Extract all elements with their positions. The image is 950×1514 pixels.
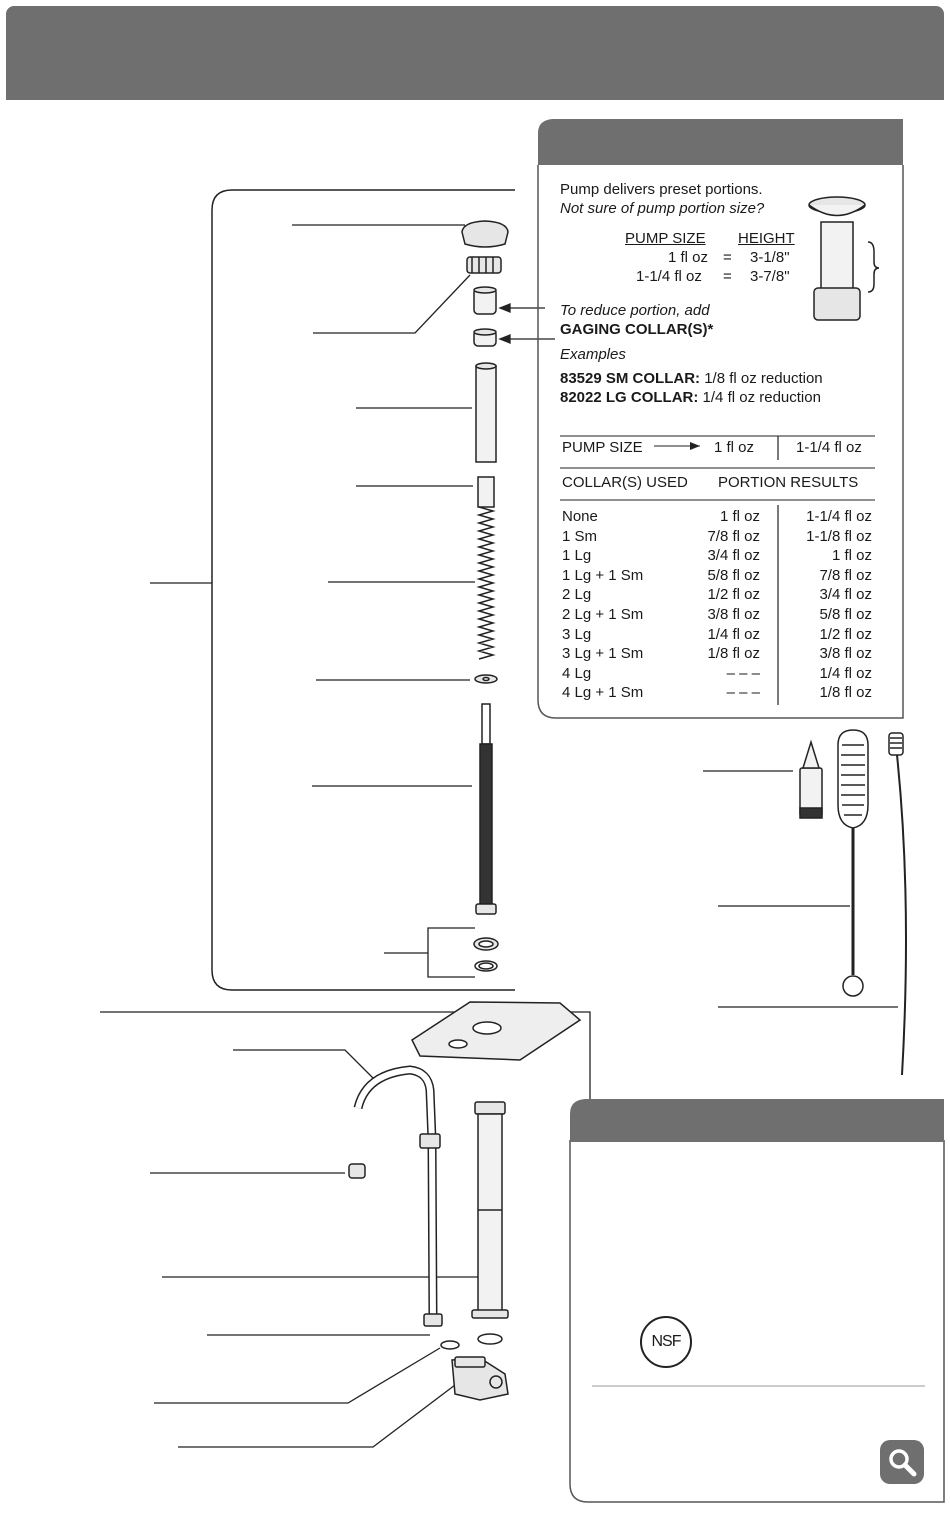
table-row [562, 585, 872, 605]
table-cell: 4 Lg + 1 Sm [562, 684, 644, 702]
height-header: HEIGHT [738, 230, 795, 247]
table-row [562, 625, 872, 645]
size-row-1-height: 3-1/8" [750, 249, 790, 266]
table-cell: 1/4 fl oz [707, 625, 760, 643]
gaging-collar-small [474, 287, 496, 314]
collar-arrows [500, 304, 555, 343]
table-size-2: 1-1/4 fl oz [796, 439, 862, 456]
table-cell: 3/4 fl oz [707, 547, 760, 565]
discharge-tube [358, 1070, 442, 1326]
cleaning-brush-small [889, 733, 906, 1075]
check-valve-seal [474, 938, 498, 950]
table-row [562, 566, 872, 586]
pump-size-illustration [809, 197, 879, 320]
table-row [562, 507, 872, 527]
table-cell: – – – [726, 684, 760, 702]
size-row-2-size: 1-1/4 fl oz [636, 268, 702, 285]
portion-table [562, 507, 872, 703]
size-arrow-head [690, 442, 700, 450]
table-cell: 1-1/4 fl oz [806, 508, 872, 525]
table-cell: 2 Lg + 1 Sm [562, 605, 644, 623]
table-cell: 3/8 fl oz [707, 605, 760, 623]
washer [475, 675, 497, 683]
table-cell: 7/8 fl oz [707, 527, 760, 545]
table-cell: 1 Lg [562, 547, 592, 565]
pump-size-header: PUMP SIZE [625, 230, 706, 247]
nsf-logo: NSF [640, 1316, 692, 1368]
search-button[interactable] [880, 1440, 924, 1484]
table-cell: 3 Lg [562, 625, 592, 643]
gaging-collar-label: GAGING COLLAR(S)* [560, 321, 714, 338]
tip-cap [349, 1164, 365, 1178]
lubricant-tube [800, 742, 822, 818]
table-cell: 3/8 fl oz [819, 645, 872, 663]
size-row-2-eq: = [723, 268, 732, 285]
table-cell: None [562, 508, 598, 525]
table-cell: 1 Sm [562, 527, 598, 545]
size-row-1-eq: = [723, 249, 732, 266]
pump-intro-line2: Not sure of pump portion size? [560, 200, 765, 217]
table-cell: 1/4 fl oz [819, 664, 872, 682]
pump-spring [479, 507, 493, 659]
table-cell: 7/8 fl oz [819, 566, 872, 584]
table-cell: 1/8 fl oz [819, 684, 872, 702]
intake-tube [472, 1102, 508, 1318]
table-row [562, 605, 872, 625]
pump-cylinder [476, 363, 496, 462]
o-ring [475, 961, 497, 971]
size-row-2-height: 3-7/8" [750, 268, 790, 285]
examples-label: Examples [560, 346, 626, 363]
panels-outline [538, 165, 944, 1502]
table-cell: 1-1/8 fl oz [806, 527, 872, 545]
table-cell: 3 Lg + 1 Sm [562, 645, 644, 663]
table-cell: 3/4 fl oz [819, 586, 872, 604]
table-cell: 1 Lg + 1 Sm [562, 566, 644, 584]
size-row-1-size: 1 fl oz [668, 249, 709, 266]
portion-results-label: PORTION RESULTS [718, 474, 859, 491]
retaining-nut [467, 257, 501, 273]
table-cell: 1/2 fl oz [819, 625, 872, 643]
plunger-rod [476, 704, 496, 914]
info-panel-header [570, 1099, 944, 1142]
table-cell: 1 fl oz [831, 547, 872, 565]
pump-lid [412, 1002, 580, 1060]
table-size-1: 1 fl oz [714, 439, 755, 456]
collars-used-label: COLLAR(S) USED [562, 474, 688, 491]
table-cell: 1 fl oz [719, 508, 760, 525]
table-row [562, 664, 872, 684]
assembly-bracket [212, 190, 515, 990]
example-lg-collar: 82022 LG COLLAR: 1/4 fl oz reduction [560, 389, 821, 406]
gaging-collar-large [474, 329, 496, 346]
table-cell: 4 Lg [562, 664, 592, 682]
small-o-ring [441, 1334, 502, 1349]
table-row [562, 546, 872, 566]
table-row [562, 527, 872, 547]
search-icon [887, 1447, 917, 1477]
table-cell: 1/2 fl oz [707, 586, 760, 604]
example-sm-collar: 83529 SM COLLAR: 1/8 fl oz reduction [560, 370, 823, 387]
table-pump-size-label: PUMP SIZE [562, 439, 643, 456]
valve-body [452, 1357, 508, 1400]
pump-info-header [538, 119, 903, 165]
plunger-sleeve [478, 477, 494, 507]
table-cell: 2 Lg [562, 586, 592, 604]
table-cell: 5/8 fl oz [707, 566, 760, 584]
table-row [562, 644, 872, 664]
table-row [562, 683, 872, 703]
pump-head-knob [462, 221, 508, 247]
table-cell: – – – [726, 664, 760, 682]
table-cell: 1/8 fl oz [707, 645, 760, 663]
reduce-text: To reduce portion, add [560, 302, 710, 319]
pump-intro-line1: Pump delivers preset portions. [560, 181, 763, 198]
cleaning-brush-large [838, 730, 868, 996]
table-cell: 5/8 fl oz [819, 605, 872, 623]
